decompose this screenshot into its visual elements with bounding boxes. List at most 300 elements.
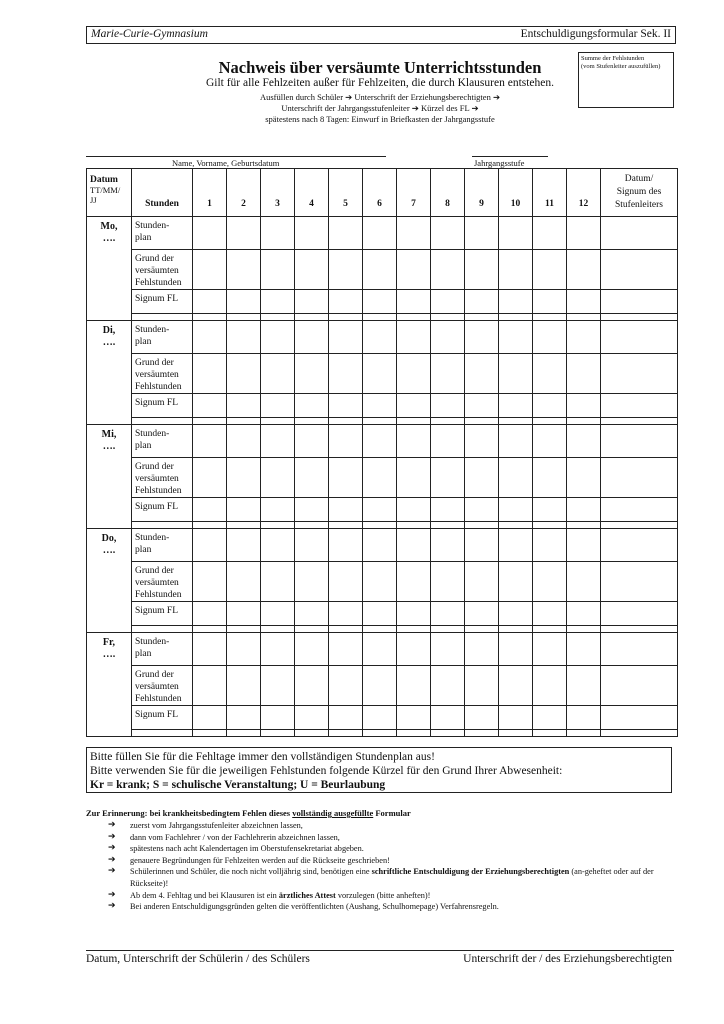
student-signature-label: Datum, Unterschrift der Schülerin / des Schülers <box>86 953 310 965</box>
period-cell[interactable] <box>397 250 431 290</box>
period-cell[interactable] <box>499 290 533 314</box>
period-cell[interactable] <box>295 425 329 458</box>
spacer-cell[interactable] <box>601 418 678 425</box>
period-header: 5 <box>329 169 363 217</box>
period-cell[interactable] <box>295 633 329 666</box>
table-row <box>87 458 678 498</box>
spacer-cell[interactable] <box>499 418 533 425</box>
period-cell[interactable] <box>533 217 567 250</box>
period-cell[interactable] <box>227 290 261 314</box>
signum-cell[interactable] <box>601 529 678 562</box>
period-cell[interactable] <box>295 394 329 418</box>
spacer-cell[interactable] <box>499 314 533 321</box>
period-cell[interactable] <box>533 706 567 730</box>
spacer-cell[interactable] <box>499 522 533 529</box>
signum-header: Datum/ Signum des Stufenleiters <box>601 169 678 217</box>
spacer-cell[interactable] <box>261 418 295 425</box>
period-cell[interactable] <box>567 666 601 706</box>
spacer-cell[interactable] <box>465 522 499 529</box>
period-cell[interactable] <box>261 666 295 706</box>
signum-cell[interactable] <box>601 666 678 706</box>
period-cell[interactable] <box>465 250 499 290</box>
spacer-cell[interactable] <box>227 730 261 737</box>
spacer-cell[interactable] <box>261 626 295 633</box>
period-cell[interactable] <box>363 425 397 458</box>
spacer-cell[interactable] <box>193 522 227 529</box>
spacer-cell[interactable] <box>261 314 295 321</box>
period-cell[interactable] <box>295 529 329 562</box>
period-cell[interactable] <box>261 290 295 314</box>
period-cell[interactable] <box>227 706 261 730</box>
period-cell[interactable] <box>397 602 431 626</box>
spacer-cell[interactable] <box>295 626 329 633</box>
period-cell[interactable] <box>567 562 601 602</box>
period-cell[interactable] <box>431 250 465 290</box>
period-cell[interactable] <box>499 529 533 562</box>
period-cell[interactable] <box>295 321 329 354</box>
period-cell[interactable] <box>329 562 363 602</box>
period-cell[interactable] <box>567 458 601 498</box>
day-cell[interactable] <box>87 425 132 529</box>
period-cell[interactable] <box>193 666 227 706</box>
spacer-cell[interactable] <box>601 314 678 321</box>
spacer-cell[interactable] <box>431 626 465 633</box>
day-cell[interactable] <box>87 633 132 737</box>
spacer-cell[interactable] <box>363 522 397 529</box>
period-cell[interactable] <box>193 633 227 666</box>
period-cell[interactable] <box>363 394 397 418</box>
period-cell[interactable] <box>499 354 533 394</box>
signum-cell[interactable] <box>601 633 678 666</box>
spacer-cell[interactable] <box>465 626 499 633</box>
period-cell[interactable] <box>329 217 363 250</box>
spacer-cell[interactable] <box>132 730 193 737</box>
period-cell[interactable] <box>431 529 465 562</box>
name-field-line[interactable] <box>86 156 386 157</box>
signature-line[interactable] <box>86 950 674 951</box>
period-cell[interactable] <box>499 633 533 666</box>
spacer-cell[interactable] <box>227 314 261 321</box>
period-cell[interactable] <box>227 321 261 354</box>
period-cell[interactable] <box>193 290 227 314</box>
spacer-cell[interactable] <box>132 418 193 425</box>
period-cell[interactable] <box>567 425 601 458</box>
period-cell[interactable] <box>567 633 601 666</box>
period-cell[interactable] <box>431 321 465 354</box>
period-cell[interactable] <box>431 498 465 522</box>
spacer-cell[interactable] <box>193 418 227 425</box>
spacer-cell[interactable] <box>227 418 261 425</box>
table-row <box>87 394 678 418</box>
spacer-cell[interactable] <box>397 522 431 529</box>
table-row <box>87 354 678 394</box>
period-cell[interactable] <box>193 529 227 562</box>
spacer-cell[interactable] <box>533 522 567 529</box>
period-cell[interactable] <box>499 562 533 602</box>
period-cell[interactable] <box>431 425 465 458</box>
period-cell[interactable] <box>329 706 363 730</box>
period-cell[interactable] <box>465 354 499 394</box>
period-cell[interactable] <box>227 394 261 418</box>
spacer-cell[interactable] <box>533 626 567 633</box>
spacer-cell[interactable] <box>499 730 533 737</box>
spacer-cell[interactable] <box>567 626 601 633</box>
spacer-cell[interactable] <box>431 314 465 321</box>
period-cell[interactable] <box>295 666 329 706</box>
period-cell[interactable] <box>261 354 295 394</box>
period-cell[interactable] <box>499 498 533 522</box>
spacer-cell[interactable] <box>132 626 193 633</box>
spacer-cell[interactable] <box>397 418 431 425</box>
period-header: 11 <box>533 169 567 217</box>
period-cell[interactable] <box>295 458 329 498</box>
spacer-cell[interactable] <box>601 522 678 529</box>
period-cell[interactable] <box>193 602 227 626</box>
spacer-cell[interactable] <box>329 314 363 321</box>
period-cell[interactable] <box>261 498 295 522</box>
signum-cell[interactable] <box>601 425 678 458</box>
spacer-cell[interactable] <box>295 418 329 425</box>
instruction-line: Unterschrift der Jahrgangsstufenleiter ➔ Kürzel des FL ➔ <box>281 103 479 113</box>
period-cell[interactable] <box>397 354 431 394</box>
period-cell[interactable] <box>533 458 567 498</box>
spacer-cell[interactable] <box>193 730 227 737</box>
period-cell[interactable] <box>533 666 567 706</box>
period-cell[interactable] <box>465 321 499 354</box>
spacer-cell[interactable] <box>567 418 601 425</box>
period-cell[interactable] <box>329 666 363 706</box>
period-cell[interactable] <box>227 250 261 290</box>
period-cell[interactable] <box>193 321 227 354</box>
period-cell[interactable] <box>499 706 533 730</box>
period-cell[interactable] <box>431 394 465 418</box>
period-cell[interactable] <box>363 706 397 730</box>
period-cell[interactable] <box>295 290 329 314</box>
period-cell[interactable] <box>499 250 533 290</box>
spacer-cell[interactable] <box>261 730 295 737</box>
spacer-cell[interactable] <box>465 418 499 425</box>
period-cell[interactable] <box>397 217 431 250</box>
period-cell[interactable] <box>193 250 227 290</box>
period-cell[interactable] <box>193 706 227 730</box>
period-cell[interactable] <box>261 394 295 418</box>
period-cell[interactable] <box>431 706 465 730</box>
signum-cell[interactable] <box>601 321 678 354</box>
period-cell[interactable] <box>431 666 465 706</box>
period-cell[interactable] <box>193 425 227 458</box>
period-cell[interactable] <box>227 633 261 666</box>
period-cell[interactable] <box>193 354 227 394</box>
period-cell[interactable] <box>363 666 397 706</box>
period-cell[interactable] <box>431 602 465 626</box>
period-cell[interactable] <box>499 321 533 354</box>
spacer-cell[interactable] <box>132 314 193 321</box>
period-cell[interactable] <box>227 666 261 706</box>
spacer-cell[interactable] <box>397 730 431 737</box>
period-cell[interactable] <box>193 217 227 250</box>
period-cell[interactable] <box>465 529 499 562</box>
period-cell[interactable] <box>533 354 567 394</box>
period-header: 12 <box>567 169 601 217</box>
period-cell[interactable] <box>363 458 397 498</box>
period-cell[interactable] <box>567 706 601 730</box>
period-cell[interactable] <box>397 458 431 498</box>
period-cell[interactable] <box>465 458 499 498</box>
period-cell[interactable] <box>227 529 261 562</box>
period-cell[interactable] <box>261 633 295 666</box>
arrow-icon: ➔ <box>108 831 116 842</box>
period-cell[interactable] <box>363 529 397 562</box>
period-cell[interactable] <box>329 458 363 498</box>
table-row <box>87 529 678 562</box>
period-cell[interactable] <box>567 354 601 394</box>
grade-field-label: Jahrgangsstufe <box>474 158 525 168</box>
signum-cell[interactable] <box>601 602 678 626</box>
period-cell[interactable] <box>397 498 431 522</box>
signum-row-label: Signum FL <box>132 706 193 730</box>
period-cell[interactable] <box>329 354 363 394</box>
period-cell[interactable] <box>431 217 465 250</box>
period-cell[interactable] <box>295 250 329 290</box>
period-cell[interactable] <box>329 250 363 290</box>
table-row <box>87 626 678 633</box>
period-cell[interactable] <box>329 633 363 666</box>
spacer-cell[interactable] <box>567 730 601 737</box>
period-cell[interactable] <box>397 290 431 314</box>
spacer-cell[interactable] <box>431 730 465 737</box>
spacer-cell[interactable] <box>397 626 431 633</box>
spacer-cell[interactable] <box>533 418 567 425</box>
spacer-cell[interactable] <box>363 418 397 425</box>
signum-cell[interactable] <box>601 562 678 602</box>
period-cell[interactable] <box>363 602 397 626</box>
spacer-cell[interactable] <box>499 626 533 633</box>
period-cell[interactable] <box>499 458 533 498</box>
day-cell[interactable] <box>87 529 132 633</box>
period-cell[interactable] <box>397 321 431 354</box>
day-cell[interactable] <box>87 217 132 321</box>
spacer-cell[interactable] <box>567 522 601 529</box>
page-subtitle: Gilt für alle Fehlzeiten außer für Fehlzeiten, die durch Klausuren entstehen. <box>205 77 555 89</box>
day-date-placeholder: …. <box>102 441 116 452</box>
spacer-cell[interactable] <box>329 418 363 425</box>
spacer-cell[interactable] <box>601 626 678 633</box>
period-cell[interactable] <box>363 498 397 522</box>
period-cell[interactable] <box>227 498 261 522</box>
period-cell[interactable] <box>363 290 397 314</box>
period-cell[interactable] <box>295 498 329 522</box>
period-cell[interactable] <box>261 250 295 290</box>
spacer-cell[interactable] <box>601 730 678 737</box>
signum-cell[interactable] <box>601 354 678 394</box>
table-row <box>87 562 678 602</box>
period-cell[interactable] <box>329 290 363 314</box>
period-cell[interactable] <box>295 706 329 730</box>
signum-cell[interactable] <box>601 458 678 498</box>
period-cell[interactable] <box>533 250 567 290</box>
period-cell[interactable] <box>363 217 397 250</box>
period-cell[interactable] <box>397 666 431 706</box>
period-cell[interactable] <box>397 529 431 562</box>
period-cell[interactable] <box>465 666 499 706</box>
spacer-cell[interactable] <box>397 314 431 321</box>
period-cell[interactable] <box>261 562 295 602</box>
signum-cell[interactable] <box>601 250 678 290</box>
period-cell[interactable] <box>363 562 397 602</box>
period-cell[interactable] <box>533 633 567 666</box>
spacer-cell[interactable] <box>329 522 363 529</box>
period-cell[interactable] <box>431 458 465 498</box>
grade-field-line[interactable] <box>472 156 548 157</box>
period-cell[interactable] <box>261 425 295 458</box>
signum-row-label: Signum FL <box>132 394 193 418</box>
period-cell[interactable] <box>261 529 295 562</box>
period-cell[interactable] <box>261 321 295 354</box>
spacer-cell[interactable] <box>329 730 363 737</box>
spacer-cell[interactable] <box>465 730 499 737</box>
spacer-cell[interactable] <box>533 314 567 321</box>
period-cell[interactable] <box>397 394 431 418</box>
period-cell[interactable] <box>465 425 499 458</box>
period-cell[interactable] <box>363 633 397 666</box>
spacer-cell[interactable] <box>567 314 601 321</box>
period-cell[interactable] <box>567 498 601 522</box>
reminder-heading: Zur Erinnerung: bei krankheitsbedingtem Fehlen dieses vollständig ausgefüllte Formular <box>86 808 411 818</box>
period-cell[interactable] <box>329 529 363 562</box>
period-cell[interactable] <box>465 602 499 626</box>
period-cell[interactable] <box>363 321 397 354</box>
period-cell[interactable] <box>465 633 499 666</box>
period-cell[interactable] <box>499 217 533 250</box>
period-cell[interactable] <box>329 321 363 354</box>
period-cell[interactable] <box>567 394 601 418</box>
period-cell[interactable] <box>499 602 533 626</box>
day-cell[interactable] <box>87 321 132 425</box>
spacer-cell[interactable] <box>193 314 227 321</box>
period-header: 4 <box>295 169 329 217</box>
period-cell[interactable] <box>567 602 601 626</box>
signum-cell[interactable] <box>601 498 678 522</box>
period-cell[interactable] <box>567 217 601 250</box>
spacer-cell[interactable] <box>227 522 261 529</box>
period-cell[interactable] <box>193 562 227 602</box>
period-cell[interactable] <box>533 425 567 458</box>
period-cell[interactable] <box>193 394 227 418</box>
period-cell[interactable] <box>567 321 601 354</box>
spacer-cell[interactable] <box>132 522 193 529</box>
period-cell[interactable] <box>397 562 431 602</box>
spacer-cell[interactable] <box>363 730 397 737</box>
period-cell[interactable] <box>261 706 295 730</box>
period-cell[interactable] <box>533 498 567 522</box>
period-cell[interactable] <box>431 354 465 394</box>
period-cell[interactable] <box>227 217 261 250</box>
period-cell[interactable] <box>261 458 295 498</box>
period-cell[interactable] <box>329 394 363 418</box>
period-cell[interactable] <box>465 498 499 522</box>
period-cell[interactable] <box>397 706 431 730</box>
signum-cell[interactable] <box>601 394 678 418</box>
spacer-cell[interactable] <box>363 314 397 321</box>
period-cell[interactable] <box>499 394 533 418</box>
signum-cell[interactable] <box>601 217 678 250</box>
period-cell[interactable] <box>261 217 295 250</box>
period-header: 9 <box>465 169 499 217</box>
period-cell[interactable] <box>465 562 499 602</box>
period-cell[interactable] <box>465 290 499 314</box>
period-cell[interactable] <box>465 217 499 250</box>
period-cell[interactable] <box>533 290 567 314</box>
spacer-cell[interactable] <box>329 626 363 633</box>
spacer-cell[interactable] <box>431 522 465 529</box>
period-cell[interactable] <box>329 602 363 626</box>
period-cell[interactable] <box>567 290 601 314</box>
period-cell[interactable] <box>227 602 261 626</box>
period-cell[interactable] <box>397 425 431 458</box>
period-cell[interactable] <box>295 217 329 250</box>
period-cell[interactable] <box>431 290 465 314</box>
period-cell[interactable] <box>227 354 261 394</box>
list-item: ➔ Bei anderen Entschuldigungsgründen gelten die veröffentlichten (Aushang, Schulhomepage) Verfahrensregeln. <box>108 901 499 912</box>
period-cell[interactable] <box>329 425 363 458</box>
period-cell[interactable] <box>465 706 499 730</box>
period-cell[interactable] <box>567 250 601 290</box>
period-cell[interactable] <box>227 458 261 498</box>
period-cell[interactable] <box>431 633 465 666</box>
period-cell[interactable] <box>261 602 295 626</box>
spacer-cell[interactable] <box>363 626 397 633</box>
spacer-cell[interactable] <box>227 626 261 633</box>
period-cell[interactable] <box>431 562 465 602</box>
period-cell[interactable] <box>397 633 431 666</box>
period-cell[interactable] <box>295 602 329 626</box>
stundenplan-row-label: Stunden- plan <box>132 217 193 250</box>
spacer-cell[interactable] <box>295 522 329 529</box>
signum-cell[interactable] <box>601 290 678 314</box>
period-cell[interactable] <box>295 354 329 394</box>
spacer-cell[interactable] <box>533 730 567 737</box>
period-cell[interactable] <box>227 425 261 458</box>
period-cell[interactable] <box>329 498 363 522</box>
period-cell[interactable] <box>363 250 397 290</box>
spacer-cell[interactable] <box>193 626 227 633</box>
period-cell[interactable] <box>499 666 533 706</box>
spacer-cell[interactable] <box>295 314 329 321</box>
form-name: Entschuldigungsformular Sek. II <box>520 28 671 40</box>
period-cell[interactable] <box>533 529 567 562</box>
period-cell[interactable] <box>295 562 329 602</box>
table-row <box>87 666 678 706</box>
period-cell[interactable] <box>567 529 601 562</box>
period-cell[interactable] <box>533 602 567 626</box>
absence-table <box>86 168 678 737</box>
spacer-cell[interactable] <box>465 314 499 321</box>
period-cell[interactable] <box>227 562 261 602</box>
period-cell[interactable] <box>193 458 227 498</box>
period-cell[interactable] <box>533 321 567 354</box>
period-cell[interactable] <box>533 394 567 418</box>
day-name: Mo, <box>100 221 118 232</box>
spacer-cell[interactable] <box>261 522 295 529</box>
spacer-cell[interactable] <box>431 418 465 425</box>
period-cell[interactable] <box>363 354 397 394</box>
period-cell[interactable] <box>465 394 499 418</box>
period-cell[interactable] <box>533 562 567 602</box>
signum-cell[interactable] <box>601 706 678 730</box>
period-cell[interactable] <box>499 425 533 458</box>
period-cell[interactable] <box>193 498 227 522</box>
spacer-cell[interactable] <box>295 730 329 737</box>
